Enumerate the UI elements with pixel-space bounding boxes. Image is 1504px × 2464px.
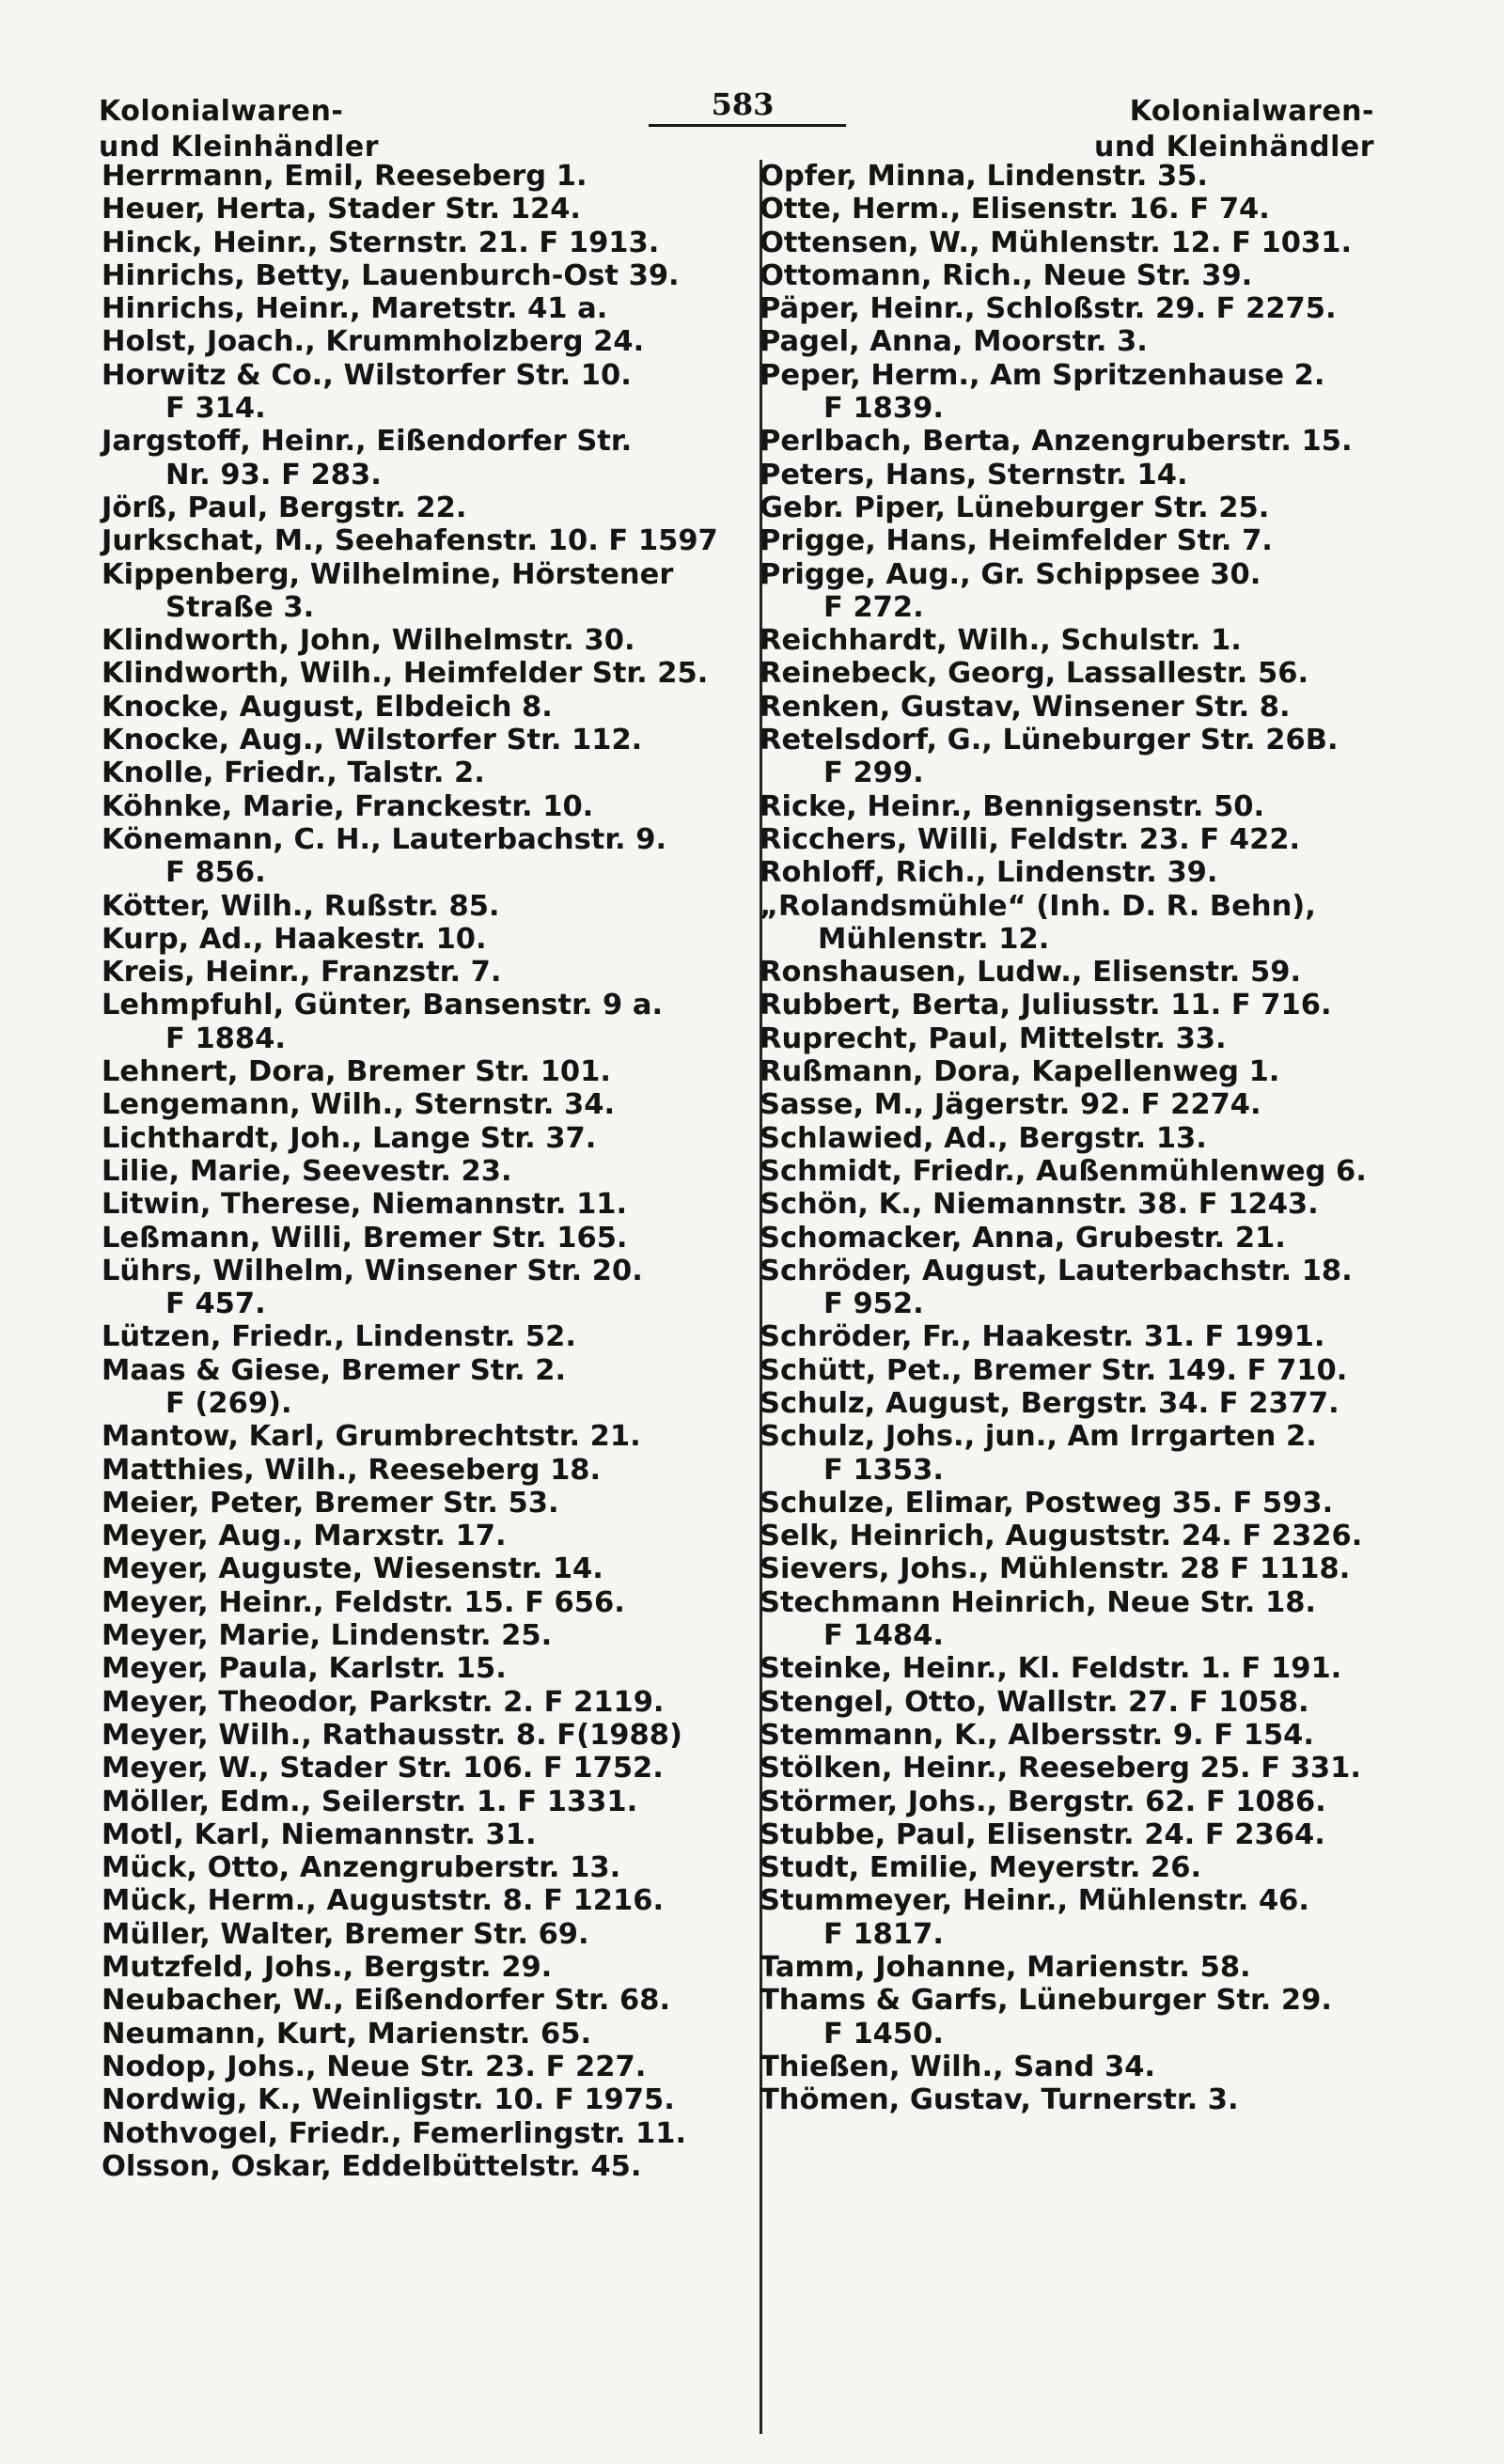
directory-entry: Mutzfeld, Johs., Bergstr. 29. — [102, 1951, 553, 1985]
directory-entry: Nothvogel, Friedr., Femerlingstr. 11. — [102, 2116, 687, 2150]
left-column — [102, 160, 750, 2183]
directory-entry: Müller, Walter, Bremer Str. 69. — [102, 1917, 589, 1951]
directory-entry: Störmer, Johs., Bergstr. 62. F 1086. — [760, 1785, 1326, 1818]
directory-entry: Thömen, Gustav, Turnerstr. 3. — [760, 2083, 1239, 2117]
directory-entry: Rußmann, Dora, Kapellenweg 1. — [760, 1055, 1280, 1089]
directory-entry: Köhnke, Marie, Franckestr. 10. — [102, 789, 594, 823]
directory-entry: Perlbach, Berta, Anzengruberstr. 15. — [760, 425, 1353, 459]
directory-entry: Klindworth, Wilh., Heimfelder Str. 25. — [102, 657, 709, 691]
directory-entry: Nodop, Johs., Neue Str. 23. F 227. — [102, 2050, 647, 2083]
directory-entry: Meyer, W., Stader Str. 106. F 1752. — [102, 1752, 664, 1786]
directory-entry: Lilie, Marie, Seevestr. 23. — [102, 1154, 512, 1188]
directory-entry: Peper, Herm., Am Spritzenhause 2. — [760, 358, 1325, 392]
directory-entry: Horwitz & Co., Wilstorfer Str. 10. — [102, 358, 632, 392]
header-left-line-1: Kolonialwaren- — [99, 95, 344, 128]
directory-entry: Kippenberg, Wilhelmine, Hörstener — [102, 557, 674, 591]
directory-entry: Kurp, Ad., Haakestr. 10. — [102, 922, 487, 956]
directory-entry: Prigge, Hans, Heimfelder Str. 7. — [760, 524, 1273, 558]
directory-entry: Meyer, Marie, Lindenstr. 25. — [102, 1619, 553, 1653]
directory-entry: Steinke, Heinr., Kl. Feldstr. 1. F 191. — [760, 1652, 1342, 1686]
directory-entry: Prigge, Aug., Gr. Schippsee 30. — [760, 557, 1261, 591]
directory-entry: Hinck, Heinr., Sternstr. 21. F 1913. — [102, 226, 660, 259]
directory-entry: Ottomann, Rich., Neue Str. 39. — [760, 258, 1253, 292]
directory-entry: Schröder, Fr., Haakestr. 31. F 1991. — [760, 1320, 1325, 1354]
header-left-line-2: und Kleinhändler — [99, 131, 380, 164]
directory-entry: Hinrichs, Betty, Lauenburch-Ost 39. — [102, 258, 680, 292]
directory-entry: Mück, Otto, Anzengruberstr. 13. — [102, 1851, 621, 1885]
entry-continuation: Straße 3. — [165, 590, 315, 624]
directory-entry: Schön, K., Niemannstr. 38. F 1243. — [760, 1188, 1319, 1222]
directory-entry: Selk, Heinrich, Auguststr. 24. F 2326. — [760, 1520, 1363, 1553]
directory-entry: Mück, Herm., Auguststr. 8. F 1216. — [102, 1884, 665, 1918]
page-number: 583 — [711, 86, 775, 122]
header-right-line-2: und Kleinhändler — [1093, 131, 1374, 164]
entry-continuation: F 952. — [823, 1287, 924, 1321]
directory-entry: Ruprecht, Paul, Mittelstr. 33. — [760, 1021, 1227, 1055]
page-number-rule — [649, 124, 846, 127]
directory-entry: Schomacker, Anna, Grubestr. 21. — [760, 1221, 1286, 1255]
directory-entry: Sievers, Johs., Mühlenstr. 28 F 1118. — [760, 1552, 1351, 1586]
directory-entry: Lützen, Friedr., Lindenstr. 52. — [102, 1320, 576, 1354]
directory-entry: Kreis, Heinr., Franzstr. 7. — [102, 956, 502, 990]
directory-entry: Motl, Karl, Niemannstr. 31. — [102, 1817, 537, 1851]
entry-continuation: F 314. — [165, 392, 266, 426]
directory-entry: Reichhardt, Wilh., Schulstr. 1. — [760, 624, 1242, 658]
directory-entry: Maas & Giese, Bremer Str. 2. — [102, 1353, 567, 1387]
entry-continuation: F 1353. — [823, 1453, 944, 1487]
directory-entry: Päper, Heinr., Schloßstr. 29. F 2275. — [760, 292, 1337, 326]
directory-entry: Peters, Hans, Sternstr. 14. — [760, 458, 1188, 491]
directory-entry: Meyer, Heinr., Feldstr. 15. F 656. — [102, 1585, 625, 1619]
directory-entry: Meyer, Theodor, Parkstr. 2. F 2119. — [102, 1685, 665, 1719]
directory-entry: Retelsdorf, G., Lüneburger Str. 26B. — [760, 724, 1339, 757]
directory-entry: Herrmann, Emil, Reeseberg 1. — [102, 160, 588, 193]
directory-entry: Heuer, Herta, Stader Str. 124. — [102, 193, 581, 226]
entry-continuation: F 1817. — [823, 1917, 944, 1951]
directory-entry: Litwin, Therese, Niemannstr. 11. — [102, 1188, 628, 1222]
directory-entry: Gebr. Piper, Lüneburger Str. 25. — [760, 491, 1270, 524]
directory-entry: Ricchers, Willi, Feldstr. 23. F 422. — [760, 822, 1301, 856]
entry-continuation: F 856. — [165, 856, 266, 890]
directory-entry: Matthies, Wilh., Reeseberg 18. — [102, 1453, 602, 1487]
entry-continuation: F (269). — [165, 1386, 292, 1420]
directory-entry: Stechmann Heinrich, Neue Str. 18. — [760, 1585, 1317, 1619]
directory-entry: Schmidt, Friedr., Außenmühlenweg 6. — [760, 1154, 1367, 1188]
entry-continuation: F 457. — [165, 1287, 266, 1321]
directory-entry: Rubbert, Berta, Juliusstr. 11. F 716. — [760, 989, 1332, 1022]
right-column — [760, 160, 1408, 2117]
directory-entry: Mantow, Karl, Grumbrechtstr. 21. — [102, 1420, 641, 1454]
directory-entry: Könemann, C. H., Lauterbachstr. 9. — [102, 822, 667, 856]
directory-entry: Knolle, Friedr., Talstr. 2. — [102, 756, 485, 790]
directory-entry: Schlawied, Ad., Bergstr. 13. — [760, 1121, 1207, 1155]
directory-entry: Renken, Gustav, Winsener Str. 8. — [760, 690, 1291, 724]
directory-entry: Schütt, Pet., Bremer Str. 149. F 710. — [760, 1353, 1348, 1387]
directory-entry: Otte, Herm., Elisenstr. 16. F 74. — [760, 193, 1270, 226]
entry-continuation: F 299. — [823, 756, 924, 790]
directory-entry: Rohloff, Rich., Lindenstr. 39. — [760, 856, 1218, 890]
directory-entry: Studt, Emilie, Meyerstr. 26. — [760, 1851, 1202, 1885]
directory-entry: Sasse, M., Jägerstr. 92. F 2274. — [760, 1088, 1261, 1122]
directory-entry: Schröder, August, Lauterbachstr. 18. — [760, 1254, 1353, 1287]
directory-entry: Schulz, August, Bergstr. 34. F 2377. — [760, 1386, 1340, 1420]
directory-entry: Olsson, Oskar, Eddelbüttelstr. 45. — [102, 2149, 642, 2183]
directory-entry: Lengemann, Wilh., Sternstr. 34. — [102, 1088, 616, 1122]
directory-entry: Stengel, Otto, Wallstr. 27. F 1058. — [760, 1685, 1309, 1719]
directory-entry: Meyer, Auguste, Wiesenstr. 14. — [102, 1552, 603, 1586]
directory-entry: Nordwig, K., Weinligstr. 10. F 1975. — [102, 2083, 675, 2117]
directory-entry: Meyer, Paula, Karlstr. 15. — [102, 1652, 507, 1686]
directory-entry: Ottensen, W., Mühlenstr. 12. F 1031. — [760, 226, 1353, 259]
directory-entry: Schulze, Elimar, Postweg 35. F 593. — [760, 1486, 1334, 1520]
directory-entry: Kötter, Wilh., Rußstr. 85. — [102, 889, 500, 923]
entry-continuation: F 1484. — [823, 1619, 944, 1653]
directory-entry: Schulz, Johs., jun., Am Irrgarten 2. — [760, 1420, 1317, 1454]
directory-entry: Lehmpfuhl, Günter, Bansenstr. 9 a. — [102, 989, 664, 1022]
directory-entry: Stummeyer, Heinr., Mühlenstr. 46. — [760, 1884, 1309, 1918]
directory-entry: Jargstoff, Heinr., Eißendorfer Str. — [102, 425, 633, 459]
directory-entry: Neumann, Kurt, Marienstr. 65. — [102, 2017, 592, 2051]
directory-entry: Lichthardt, Joh., Lange Str. 37. — [102, 1121, 597, 1155]
running-header-left — [99, 94, 379, 165]
directory-entry: Jörß, Paul, Bergstr. 22. — [102, 491, 467, 524]
directory-entry: Hinrichs, Heinr., Maretstr. 41 a. — [102, 292, 608, 326]
entry-continuation: Mühlenstr. 12. — [818, 922, 1050, 956]
directory-entry: Tamm, Johanne, Marienstr. 58. — [760, 1951, 1251, 1985]
running-header-right — [1094, 94, 1374, 165]
directory-entry: Meyer, Wilh., Rathausstr. 8. F(1988) — [102, 1718, 682, 1752]
directory-entry: Thießen, Wilh., Sand 34. — [760, 2050, 1155, 2083]
directory-entry: Knocke, August, Elbdeich 8. — [102, 690, 553, 724]
directory-entry: Pagel, Anna, Moorstr. 3. — [760, 325, 1148, 359]
directory-entry: „Rolandsmühle“ (Inh. D. R. Behn), — [760, 889, 1316, 923]
directory-entry: Leßmann, Willi, Bremer Str. 165. — [102, 1221, 628, 1255]
directory-entry: Stölken, Heinr., Reeseberg 25. F 331. — [760, 1752, 1361, 1786]
directory-entry: Stemmann, K., Albersstr. 9. F 154. — [760, 1718, 1314, 1752]
directory-entry: Klindworth, John, Wilhelmstr. 30. — [102, 624, 635, 658]
directory-entry: Reinebeck, Georg, Lassallestr. 56. — [760, 657, 1309, 691]
directory-entry: Meyer, Aug., Marxstr. 17. — [102, 1520, 507, 1553]
directory-entry: Holst, Joach., Krummholzberg 24. — [102, 325, 645, 359]
directory-entry: Thams & Garfs, Lüneburger Str. 29. — [760, 1984, 1332, 2018]
directory-entry: Knocke, Aug., Wilstorfer Str. 112. — [102, 724, 643, 757]
entry-continuation: F 1839. — [823, 392, 944, 426]
directory-entry: Neubacher, W., Eißendorfer Str. 68. — [102, 1984, 671, 2018]
directory-entry: Möller, Edm., Seilerstr. 1. F 1331. — [102, 1785, 638, 1818]
directory-entry: Opfer, Minna, Lindenstr. 35. — [760, 160, 1208, 193]
entry-continuation: Nr. 93. F 283. — [165, 458, 382, 491]
directory-entry: Stubbe, Paul, Elisenstr. 24. F 2364. — [760, 1817, 1325, 1851]
entry-continuation: F 272. — [823, 590, 924, 624]
directory-entry: Meier, Peter, Bremer Str. 53. — [102, 1486, 559, 1520]
entry-continuation: F 1450. — [823, 2017, 944, 2051]
header-right-line-1: Kolonialwaren- — [1129, 95, 1374, 128]
directory-entry: Ronshausen, Ludw., Elisenstr. 59. — [760, 956, 1302, 990]
directory-entry: Lehnert, Dora, Bremer Str. 101. — [102, 1055, 611, 1089]
entry-continuation: F 1884. — [165, 1021, 286, 1055]
directory-entry: Lührs, Wilhelm, Winsener Str. 20. — [102, 1254, 643, 1287]
directory-entry: Ricke, Heinr., Bennigsenstr. 50. — [760, 789, 1265, 823]
directory-entry: Jurkschat, M., Seehafenstr. 10. F 1597 — [102, 524, 718, 558]
